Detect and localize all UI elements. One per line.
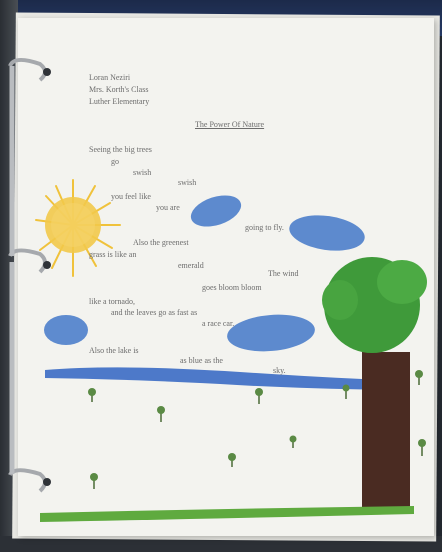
binder-ring-icon — [10, 60, 45, 80]
punch-hole-icon — [43, 68, 51, 76]
poem-line: Also the lake is — [89, 346, 139, 355]
poem-line: a race car. — [202, 319, 235, 328]
class-name: Mrs. Korth's Class — [89, 85, 149, 94]
punch-hole-icon — [43, 478, 51, 486]
poem-line: and the leaves go as fast as — [111, 308, 198, 317]
poem-line: emerald — [178, 261, 204, 270]
poem-line: goes bloom bloom — [202, 283, 262, 292]
poem-line: grass is like an — [89, 250, 137, 259]
poem-line: go — [111, 157, 119, 166]
poem-line: sky. — [273, 366, 286, 375]
poem-line: you feel like — [111, 192, 151, 201]
poem-line: you are — [156, 203, 180, 212]
author-name: Loran Neziri — [89, 73, 131, 82]
school-name: Luther Elementary — [89, 97, 150, 106]
poem-title: The Power Of Nature — [195, 120, 265, 129]
poem-line: Also the greenest — [133, 238, 189, 247]
poem-line: like a tornado, — [89, 297, 135, 306]
poem-line: as blue as the — [180, 356, 223, 365]
binder-ring-icon — [10, 470, 45, 491]
poem-line: going to fly. — [245, 223, 284, 232]
poem-line: The wind — [268, 269, 299, 278]
poem-line: Seeing the big trees — [89, 145, 152, 154]
poem-line: swish — [133, 168, 152, 177]
binder-ring-icon — [10, 250, 45, 272]
punch-hole-icon — [43, 261, 51, 269]
poem-line: swish — [178, 178, 197, 187]
